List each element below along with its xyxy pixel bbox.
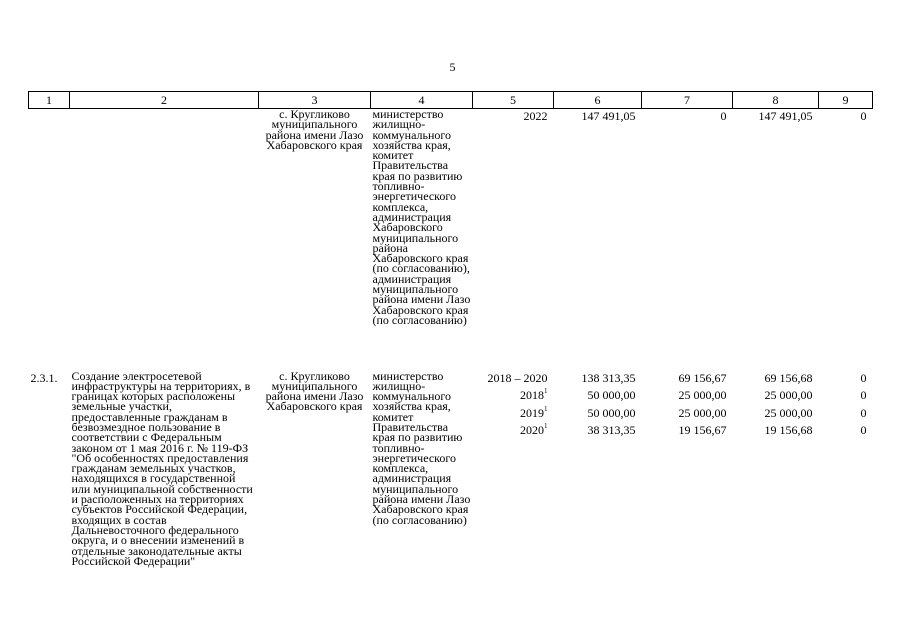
row2-col9-value: 0 (860, 388, 867, 402)
row2-col8-value: 19 156,68 (764, 423, 813, 437)
program-table (28, 91, 873, 566)
page-number: 5 (449, 60, 456, 74)
row2-year-2020: 2020$^1$ (520, 422, 548, 437)
row2-col7-value: 69 156,67 (678, 370, 727, 385)
row2-col6-value: 50 000,00 (587, 388, 636, 402)
row2-col7-value: 25 000,00 (678, 388, 727, 402)
row2-col7-value: 19 156,67 (678, 423, 727, 437)
header-col-8: 8 (733, 92, 819, 109)
table-row (29, 371, 873, 567)
header-row (29, 92, 873, 109)
row2-col6-value: 138 313,35 (581, 370, 636, 385)
header-col-6: 6 (554, 92, 642, 109)
row2-col8-value: 25 000,00 (764, 388, 813, 402)
header-col-1: 1 (29, 92, 70, 109)
row1-col7: 0 (720, 109, 727, 123)
row1-total: 147 491,05 (581, 109, 636, 123)
row2-title: Создание электросетевой инфраструктуры на территориях, в границах которых расположены земельные участки, предоставленные гражданам в безвозмездное пользование в соответствии с Федеральным законом от 1 мая 2016 г. № 119-ФЗ "Об особенностях предоставления гражданам земельных участков, находящихся в государственной или муниципальной собственности и расположенных на территориях субъектов Российской Федерации, входящих в состав Дальневосточного федерального округа, и о внесении изменений в отдельные законодательные акты Российской Федерации" (71, 368, 253, 568)
row2-col9-value: 0 (860, 405, 867, 420)
header-col-2: 2 (70, 92, 259, 109)
row2-col8-value: 69 156,68 (764, 370, 813, 385)
row2-col9-value: 0 (860, 423, 867, 437)
header-col-7: 7 (642, 92, 733, 109)
row1-place: с. Кругликово муниципального района имени Лазо Хабаровского края (265, 107, 364, 152)
row2-year-2018: 2018$^1$ (520, 387, 548, 402)
header-col-9: 9 (819, 92, 873, 109)
row2-place: с. Кругликово муниципального района имени Лазо Хабаровского края (265, 368, 364, 414)
row2-col6-value: 38 313,35 (587, 423, 636, 437)
row2-executor: министерство жилищно-коммунального хозяйства края, комитет Правительства края по развитию топливно-энергетического комплекса, администрация муниципального района имени Лазо Хабаровского края (по согласованию) (372, 368, 471, 527)
row2-year-2019: 2019$^1$ (520, 404, 548, 420)
header-col-3: 3 (259, 92, 371, 109)
row2-col7-value: 25 000,00 (678, 405, 727, 420)
row1-executor: министерство жилищно-коммунального хозяйства края, комитет Правительства края по развитию топливно-энергетического комплекса, администрация Хабаровского муниципального района Хабаровского края (по согласованию), администрация муниципального района имени Лазо Хабаровского края (по согласованию) (372, 107, 471, 327)
row1-col9: 0 (860, 109, 867, 123)
row2-col9-value: 0 (860, 370, 867, 385)
row2-year-range: 2018 – 2020 (487, 370, 548, 385)
table-row (29, 109, 873, 371)
header-col-5: 5 (473, 92, 554, 109)
row1-col8: 147 491,05 (758, 109, 813, 123)
row2-col6-value: 50 000,00 (587, 405, 636, 420)
row2-number: 2.3.1. (30, 370, 58, 385)
header-col-4: 4 (371, 92, 473, 109)
row2-col8-value: 25 000,00 (764, 405, 813, 420)
row1-year: 2022 (523, 109, 548, 123)
